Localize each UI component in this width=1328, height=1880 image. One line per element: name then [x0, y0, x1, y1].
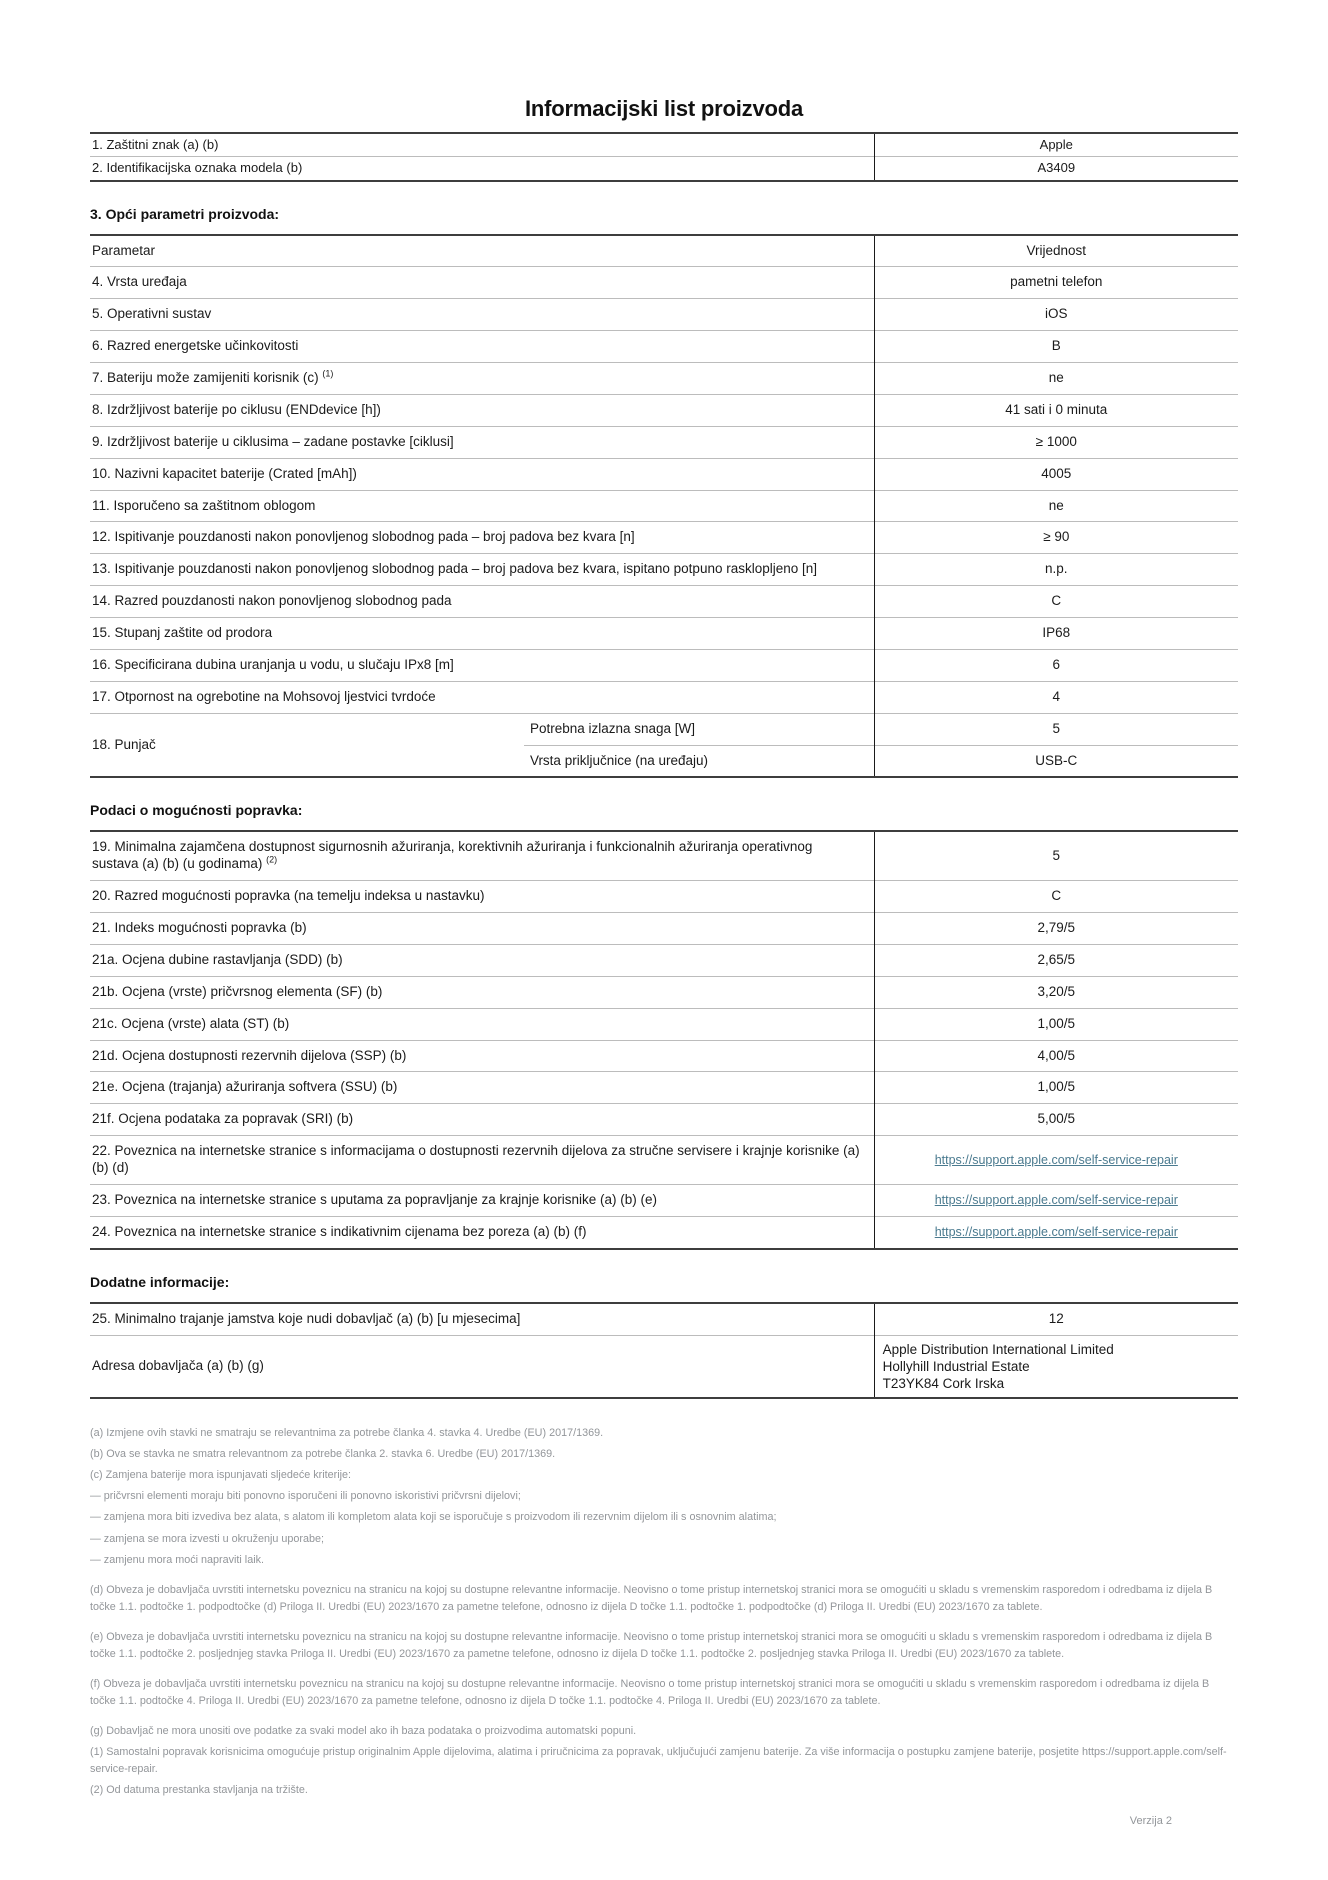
value-cell: 6 [874, 649, 1238, 681]
value-cell: 12 [874, 1303, 1238, 1335]
sub-label-cell: Vrsta priključnice (na uređaju) [524, 745, 874, 777]
supplier-address-cell [874, 1335, 1238, 1398]
label-cell: 21f. Ocjena podataka za popravak (SRI) (b) [90, 1104, 874, 1136]
label-cell: 21. Indeks mogućnosti popravka (b) [90, 913, 874, 945]
footnote: — zamjenu mora moći napraviti laik. [90, 1553, 265, 1566]
label-cell: 21e. Ocjena (trajanja) ažuriranja softvera (SSU) (b) [90, 1072, 874, 1104]
table-row [90, 458, 1238, 490]
section-heading-general: 3. Opći parametri proizvoda: [90, 205, 280, 222]
table-row-charger [90, 713, 1238, 745]
identification-table [90, 132, 1238, 182]
table-row [90, 1136, 1238, 1185]
value-cell [874, 1216, 1238, 1248]
table-row [90, 976, 1238, 1008]
label-cell: 25. Minimalno trajanje jamstva koje nudi dobavljač (a) (b) [u mjesecima] [92, 1310, 521, 1326]
table-header-row [90, 235, 1238, 267]
footnotes-section [90, 1425, 1238, 1799]
table-row [90, 267, 1238, 299]
value-cell: ≥ 90 [874, 522, 1238, 554]
address-line: T23YK84 Cork Irska [882, 1376, 1005, 1392]
label-cell: 21d. Ocjena dostupnosti rezervnih dijelova (SSP) (b) [90, 1040, 874, 1072]
value-cell: C [874, 881, 1238, 913]
table-row [90, 881, 1238, 913]
table-row [90, 299, 1238, 331]
value-cell: iOS [874, 299, 1238, 331]
table-row [90, 1184, 1238, 1216]
label-cell: 10. Nazivni kapacitet baterije (Crated [mAh]) [90, 458, 874, 490]
value-cell: ne [874, 363, 1238, 395]
value-cell: Apple [874, 133, 1238, 157]
value-cell: 5 [874, 713, 1238, 745]
label-cell: 11. Isporučeno sa zaštitnom oblogom [90, 490, 874, 522]
value-cell: 4 [874, 681, 1238, 713]
table-row [90, 426, 1238, 458]
value-cell: n.p. [874, 554, 1238, 586]
param-header-cell: Parametar [92, 242, 156, 258]
label-cell: 14. Razred pouzdanosti nakon ponovljenog slobodnog pada [90, 586, 874, 618]
table-row [90, 522, 1238, 554]
table-row [90, 133, 1238, 157]
value-cell: USB-C [874, 745, 1238, 777]
section-heading-repair: Podaci o mogućnosti popravka: [90, 802, 303, 819]
table-row [90, 1216, 1238, 1248]
footnote: (2) Od datuma prestanka stavljanja na tržište. [90, 1784, 308, 1797]
label-cell: 8. Izdržljivost baterije po ciklusu (ENDdevice [h]) [90, 394, 874, 426]
table-row [90, 1104, 1238, 1136]
label-cell: 12. Ispitivanje pouzdanosti nakon ponovljenog slobodnog pada – broj padova bez kvara [n] [90, 522, 874, 554]
label-cell: 13. Ispitivanje pouzdanosti nakon ponovljenog slobodnog pada – broj padova bez kvara, ispitano potpuno rasklopljeno [n] [90, 554, 874, 586]
value-cell: ≥ 1000 [874, 426, 1238, 458]
label-cell: 15. Stupanj zaštite od prodora [90, 618, 874, 650]
footnote: (c) Zamjena baterije mora ispunjavati sljedeće kriterije: [90, 1469, 352, 1482]
value-cell: ne [874, 490, 1238, 522]
value-cell: 1,00/5 [874, 1072, 1238, 1104]
label-cell: 5. Operativni sustav [90, 299, 874, 331]
table-row [90, 331, 1238, 363]
value-cell [874, 1136, 1238, 1185]
table-row [90, 831, 1238, 880]
footnote: (a) Izmjene ovih stavki ne smatraju se relevantnima za potrebe članka 4. stavka 4. Uredbe (EU) 2017/1369. [90, 1427, 604, 1440]
table-row [90, 913, 1238, 945]
label-cell: 23. Poveznica na internetske stranice s uputama za popravljanje za krajnje korisnike (a) (b) (e) [90, 1184, 874, 1216]
table-row [90, 554, 1238, 586]
table-row [90, 1303, 1238, 1335]
table-row [90, 944, 1238, 976]
general-parameters-table [90, 234, 1238, 779]
value-cell: 1,00/5 [874, 1008, 1238, 1040]
table-row [90, 1008, 1238, 1040]
label-cell: 21a. Ocjena dubine rastavljanja (SDD) (b) [90, 944, 874, 976]
table-row [90, 1072, 1238, 1104]
label-cell: 9. Izdržljivost baterije u ciklusima – zadane postavke [ciklusi] [90, 426, 874, 458]
value-cell: 5 [874, 831, 1238, 880]
value-cell: 2,65/5 [874, 944, 1238, 976]
spare-parts-link[interactable]: https://support.apple.com/self-service-repair [934, 1152, 1178, 1167]
footnote-ref: (2) [266, 854, 278, 865]
value-cell: B [874, 331, 1238, 363]
value-cell: A3409 [874, 157, 1238, 181]
address-line: Hollyhill Industrial Estate [882, 1358, 1030, 1374]
label-cell: 24. Poveznica na internetske stranice s indikativnim cijenama bez poreza (a) (b) (f) [90, 1216, 874, 1248]
repairability-table [90, 830, 1238, 1249]
value-cell: IP68 [874, 618, 1238, 650]
value-cell: 4,00/5 [874, 1040, 1238, 1072]
footnote: (f) Obveza je dobavljača uvrstiti internetsku poveznicu na stranicu na kojoj su dostupne relevantne informacije. Neovisno o tome pristup internetskoj stranici mora se omogućiti u skladu s vremenskim rasporedom i odredbama iz dijela B točke 1.1. podtočke 4. Priloga II. Uredbi (EU) 2023/1670 za pametne telefone, odnosno iz dijela D točke 1.1. podtočke 4. Priloga II. Uredbi (EU) 2023/1670 za tablete. [90, 1677, 1210, 1707]
label-cell: 16. Specificirana dubina uranjanja u vodu, u slučaju IPx8 [m] [90, 649, 874, 681]
label-cell: 2. Identifikacijska oznaka modela (b) [90, 157, 874, 181]
sub-label-cell: Potrebna izlazna snaga [W] [524, 713, 874, 745]
label-cell: 21c. Ocjena (vrste) alata (ST) (b) [90, 1008, 874, 1040]
value-header-cell: Vrijednost [874, 235, 1238, 267]
label-cell: 19. Minimalna zajamčena dostupnost sigurnosnih ažuriranja, korektivnih ažuriranja i funkcionalnih ažuriranja operativnog sustava (a) (b) (u godinama) $^{(2)}$ [92, 839, 813, 872]
footnote-ref: (1) [322, 368, 334, 379]
table-row [90, 157, 1238, 181]
table-row [90, 394, 1238, 426]
footnote: (1) Samostalni popravak korisnicima omogućuje pristup originalnim Apple dijelovima, alatima i priručnicima za popravak, uključujući zamjenu baterije. Za više informacija o postupku zamjene baterije, posjetite https://support.apple.com/self-service-repair. [90, 1745, 1227, 1775]
table-row [90, 649, 1238, 681]
label-cell: 17. Otpornost na ogrebotine na Mohsovoj ljestvici tvrdoće [90, 681, 874, 713]
value-cell: 41 sati i 0 minuta [874, 394, 1238, 426]
indicative-prices-link[interactable]: https://support.apple.com/self-service-repair [934, 1224, 1178, 1239]
table-row [90, 490, 1238, 522]
table-row [90, 586, 1238, 618]
value-cell: 2,79/5 [874, 913, 1238, 945]
table-row [90, 1040, 1238, 1072]
value-cell: 4005 [874, 458, 1238, 490]
value-cell: 3,20/5 [874, 976, 1238, 1008]
footnote: (b) Ova se stavka ne smatra relevantnom za potrebe članka 2. stavka 6. Uredbe (EU) 2017/1369. [90, 1448, 556, 1461]
label-cell: 1. Zaštitni znak (a) (b) [92, 137, 219, 152]
label-cell: 18. Punjač [90, 713, 524, 777]
value-cell: 5,00/5 [874, 1104, 1238, 1136]
product-information-sheet [90, 0, 1238, 1827]
label-cell: 6. Razred energetske učinkovitosti [90, 331, 874, 363]
label-cell: 20. Razred mogućnosti popravka (na temelju indeksa u nastavku) [90, 881, 874, 913]
table-row [90, 1335, 1238, 1398]
footnote: (g) Dobavljač ne mora unositi ove podatke za svaki model ako ih baza podataka o proizvodima automatski popuni. [90, 1724, 637, 1737]
value-cell: C [874, 586, 1238, 618]
table-row [90, 681, 1238, 713]
repair-instructions-link[interactable]: https://support.apple.com/self-service-repair [934, 1192, 1178, 1207]
address-line: Apple Distribution International Limited [882, 1341, 1114, 1357]
footnote: — zamjena mora biti izvediva bez alata, s alatom ili kompletom alata koji se isporučuje s proizvodom ili rezervnim dijelom ili s osnovnim alatima; [90, 1511, 777, 1524]
section-heading-additional: Dodatne informacije: [90, 1273, 230, 1290]
value-cell: pametni telefon [874, 267, 1238, 299]
version-label: Verzija 2 [1129, 1815, 1172, 1828]
label-cell: 7. Bateriju može zamijeniti korisnik (c) $^{(1)}$ [90, 363, 874, 395]
footnote: — zamjena se mora izvesti u okruženju uporabe; [90, 1532, 325, 1545]
table-row [90, 363, 1238, 395]
footnote: (e) Obveza je dobavljača uvrstiti internetsku poveznicu na stranicu na kojoj su dostupne relevantne informacije. Neovisno o tome pristup internetskoj stranici mora se omogućiti u skladu s vremenskim rasporedom i odredbama iz dijela B točke 1.1. podtočke 2. posljednjeg stavka Priloga II. Uredbi (EU) 2023/1670 za pametne telefone, odnosno iz dijela D točke 1.1. podtočke 2. posljednjeg stavka Priloga II. Uredbi (EU) 2023/1670 za tablete. [90, 1630, 1213, 1660]
footnote: — pričvrsni elementi moraju biti ponovno isporučeni ili ponovno iskoristivi pričvrsni dijelovi; [90, 1490, 521, 1503]
label-cell: 21b. Ocjena (vrste) pričvrsnog elementa (SF) (b) [90, 976, 874, 1008]
footnote: (d) Obveza je dobavljača uvrstiti internetsku poveznicu na stranicu na kojoj su dostupne relevantne informacije. Neovisno o tome pristup internetskoj stranici mora se omogućiti u skladu s vremenskim rasporedom i odredbama iz dijela B točke 1.1. podtočke 1. podpodtočke (d) Priloga II. Uredbi (EU) 2023/1670 za pametne telefone, odnosno iz dijela D točke 1.1. podtočke 1. podpodtočke (d) Priloga II. Uredbi (EU) 2023/1670 za tablete. [90, 1583, 1213, 1613]
label-cell: Adresa dobavljača (a) (b) (g) [90, 1335, 874, 1398]
table-row [90, 618, 1238, 650]
label-cell: 22. Poveznica na internetske stranice s informacijama o dostupnosti rezervnih dijelova za stručne servisere i krajnje korisnike (a) (b) (d) [90, 1136, 874, 1185]
label-cell: 4. Vrsta uređaja [90, 267, 874, 299]
page-title: Informacijski list proizvoda [524, 96, 804, 121]
value-cell [874, 1184, 1238, 1216]
additional-info-table [90, 1302, 1238, 1400]
